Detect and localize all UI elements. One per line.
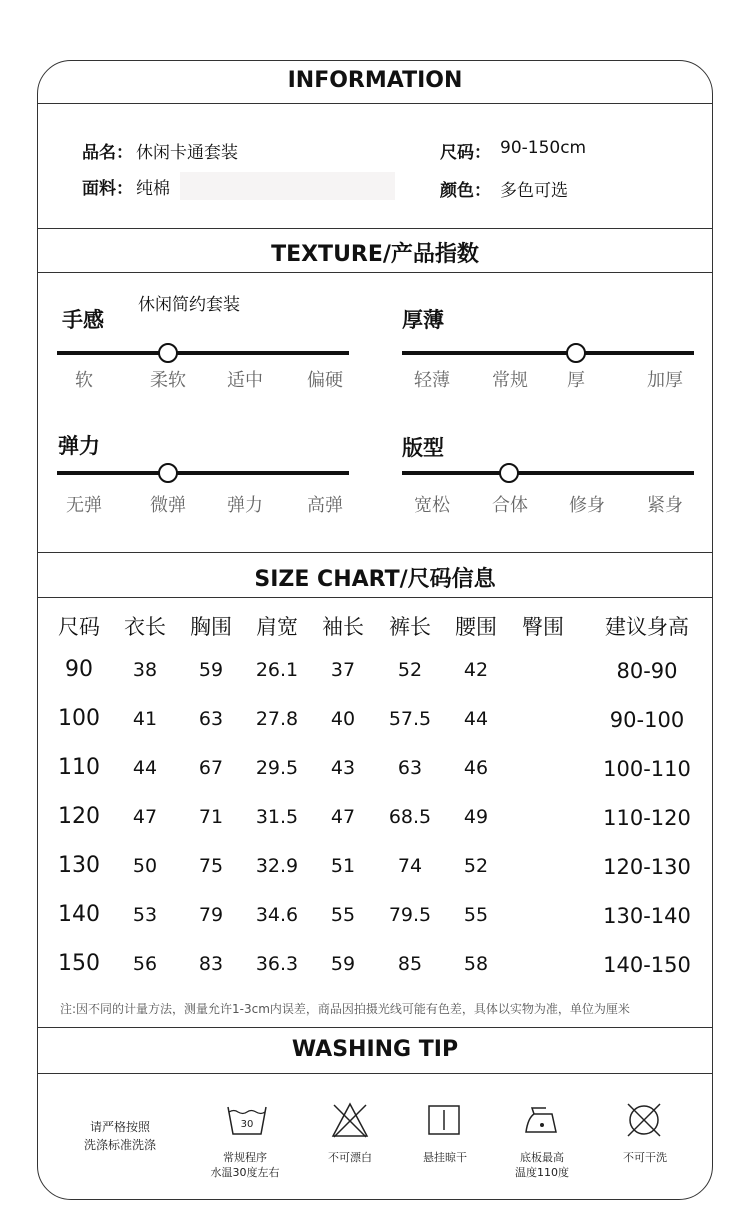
wash-30-line2: 水温30度左右 [210,1166,280,1179]
fabric-label: 面料： [82,179,133,199]
table-cell-shoulder: 34.6 [255,904,299,926]
table-cell-sleeve: 37 [330,659,356,681]
name-label: 品名： [82,143,133,163]
table-cell-size: 110 [58,755,100,780]
no-bleach-caption: 不可漂白 [328,1151,372,1164]
table-cell-recommended-height: 120-130 [603,855,691,879]
table-cell-pants-length: 85 [397,953,423,975]
table-cell-recommended-height: 130-140 [603,904,691,928]
table-cell-waist: 49 [463,806,489,828]
table-cell-sleeve: 47 [330,806,356,828]
table-cell-sleeve: 40 [330,708,356,730]
thickness-option: 轻薄 [414,370,450,391]
header-size: 尺码 [58,615,100,639]
table-cell-waist: 58 [463,953,489,975]
table-cell-sleeve: 51 [330,855,356,877]
table-cell-shoulder: 29.5 [255,757,299,779]
iron-110-caption [492,1150,592,1180]
information-title: INFORMATION [287,68,463,93]
table-cell-size: 140 [58,902,100,927]
divider [37,1027,713,1028]
hand-feel-option: 偏硬 [307,370,343,391]
elasticity-option: 微弹 [150,495,186,516]
wash-30-icon [226,1103,268,1137]
table-cell-size: 120 [58,804,100,829]
table-cell-shoulder: 36.3 [255,953,299,975]
fit-option: 修身 [569,495,605,516]
table-cell-length: 53 [132,904,158,926]
table-cell-chest: 59 [198,659,224,681]
fabric-highlight [180,172,395,200]
table-cell-size: 100 [58,706,100,731]
table-cell-shoulder: 26.1 [255,659,299,681]
header-pants-length: 裤长 [389,615,431,639]
fabric-value: 纯棉 [136,179,170,199]
header-sleeve: 袖长 [322,615,364,639]
table-cell-sleeve: 43 [330,757,356,779]
iron-110-icon [522,1104,562,1136]
fit-option: 紧身 [647,495,683,516]
table-cell-waist: 42 [463,659,489,681]
table-cell-pants-length: 63 [397,757,423,779]
header-hip: 臀围 [522,615,564,639]
fit-slider-track [402,471,694,475]
hang-dry-caption: 悬挂晾干 [423,1151,467,1164]
wash-30-line1: 常规程序 [223,1151,267,1164]
wash-30-caption [190,1150,300,1180]
table-cell-waist: 44 [463,708,489,730]
table-cell-chest: 71 [198,806,224,828]
no-dry-clean-caption: 不可干洗 [623,1151,667,1164]
thickness-slider-knob [566,343,586,363]
header-waist: 腰围 [455,615,497,639]
thickness-slider-track [402,351,694,355]
divider [37,103,713,104]
table-cell-shoulder: 32.9 [255,855,299,877]
texture-subtitle: 休闲简约套装 [138,295,240,315]
iron-line1: 底板最高 [520,1151,564,1164]
hand-feel-option: 适中 [227,370,263,391]
table-cell-recommended-height: 80-90 [616,659,678,683]
elasticity-option: 无弹 [66,495,102,516]
header-shoulder: 肩宽 [256,615,298,639]
size-chart-title: SIZE CHART/尺码信息 [254,567,496,592]
hand-feel-option: 软 [75,370,93,391]
thickness-option: 加厚 [647,370,683,391]
table-cell-recommended-height: 90-100 [609,708,685,732]
divider [37,228,713,229]
table-cell-recommended-height: 110-120 [603,806,691,830]
color-value: 多色可选 [500,181,568,201]
table-cell-pants-length: 74 [397,855,423,877]
table-cell-waist: 46 [463,757,489,779]
table-cell-length: 50 [132,855,158,877]
table-cell-length: 56 [132,953,158,975]
texture-title: TEXTURE/产品指数 [271,242,479,267]
washing-intro-line2: 洗涤标准洗涤 [83,1138,156,1152]
measurement-note: 注:因不同的计量方法，测量允许1-3cm内误差，商品因拍摄光线可能有色差，具体以实物为准，单位为厘米 [60,1002,630,1016]
name-value: 休闲卡通套装 [136,143,238,163]
elasticity-slider-track [57,471,349,475]
table-cell-chest: 83 [198,953,224,975]
texture-elasticity-title: 弹力 [58,434,100,458]
hand-feel-option: 柔软 [150,370,186,391]
table-cell-length: 47 [132,806,158,828]
elasticity-option: 高弹 [307,495,343,516]
table-cell-chest: 67 [198,757,224,779]
header-chest: 胸围 [190,615,232,639]
table-cell-recommended-height: 100-110 [603,757,691,781]
hand-feel-slider-track [57,351,349,355]
texture-hand-feel-title: 手感 [62,308,104,332]
thickness-option: 常规 [492,370,528,391]
table-cell-pants-length: 68.5 [388,806,432,828]
table-cell-size: 150 [58,951,100,976]
no-dry-clean-icon [625,1101,663,1139]
table-cell-pants-length: 52 [397,659,423,681]
table-cell-recommended-height: 140-150 [603,953,691,977]
table-cell-sleeve: 59 [330,953,356,975]
table-cell-chest: 63 [198,708,224,730]
washing-intro-line1: 请严格按照 [89,1120,150,1134]
table-cell-length: 41 [132,708,158,730]
no-bleach-icon [331,1102,369,1138]
size-value: 90-150cm [500,138,587,158]
hang-dry-icon [427,1104,461,1136]
fit-option: 合体 [492,495,528,516]
header-recommended-height: 建议身高 [605,615,689,639]
table-cell-chest: 79 [198,904,224,926]
table-cell-sleeve: 55 [330,904,356,926]
texture-fit-title: 版型 [402,436,444,460]
divider [37,1073,713,1074]
color-label: 颜色： [440,181,491,201]
elasticity-slider-knob [158,463,178,483]
table-cell-waist: 55 [463,904,489,926]
table-cell-shoulder: 31.5 [255,806,299,828]
hand-feel-slider-knob [158,343,178,363]
divider [37,272,713,273]
divider [37,552,713,553]
table-cell-chest: 75 [198,855,224,877]
washing-tip-title: WASHING TIP [291,1037,459,1062]
fit-slider-knob [499,463,519,483]
table-cell-shoulder: 27.8 [255,708,299,730]
table-cell-pants-length: 79.5 [388,904,432,926]
texture-thickness-title: 厚薄 [402,308,444,332]
thickness-option: 厚 [567,370,585,391]
table-cell-size: 90 [65,657,93,682]
iron-line2: 温度110度 [515,1166,569,1179]
fit-option: 宽松 [414,495,450,516]
table-cell-length: 44 [132,757,158,779]
table-cell-waist: 52 [463,855,489,877]
table-cell-length: 38 [132,659,158,681]
wash-temp-number: 30 [240,1119,254,1130]
table-cell-size: 130 [58,853,100,878]
washing-intro [70,1118,170,1154]
elasticity-option: 弹力 [227,495,263,516]
size-label: 尺码： [440,143,491,163]
divider [37,597,713,598]
header-length: 衣长 [124,615,166,639]
table-cell-pants-length: 57.5 [388,708,432,730]
